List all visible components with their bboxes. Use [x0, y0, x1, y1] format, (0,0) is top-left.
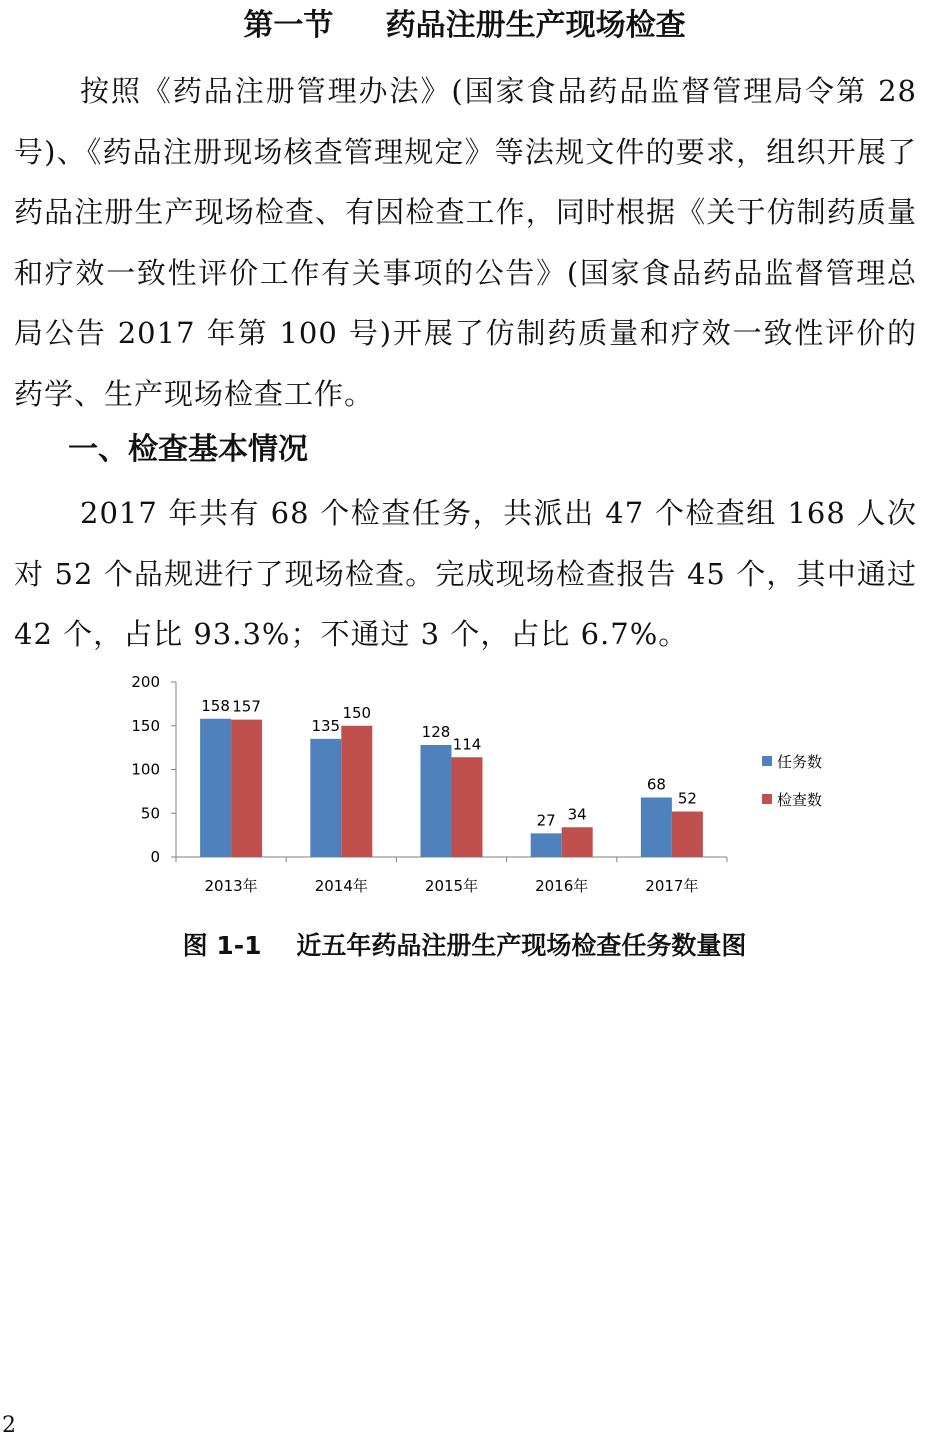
legend-label: 检查数: [777, 791, 823, 809]
x-tick-label: 2017年: [645, 877, 699, 895]
data-label: 34: [567, 805, 587, 824]
data-label: 27: [536, 811, 556, 830]
page-number: 2: [2, 1413, 16, 1438]
x-tick-label: 2014年: [314, 877, 368, 895]
bar-tasks: [641, 798, 672, 858]
bar-tasks: [310, 739, 341, 857]
bar-chart: [120, 668, 860, 908]
data-label: 150: [342, 703, 372, 722]
x-tick-label: 2016年: [535, 877, 589, 895]
figure-caption: 图 1-1 近五年药品注册生产现场检查任务数量图: [182, 931, 747, 960]
data-label: 158: [201, 696, 230, 715]
data-label: 135: [311, 716, 341, 735]
bar-tasks: [531, 833, 562, 857]
data-label: 114: [452, 735, 482, 754]
x-tick-label: 2015年: [424, 877, 479, 895]
bar-inspections: [672, 812, 703, 858]
bar-inspections: [231, 720, 262, 857]
bar-inspections: [562, 827, 593, 857]
bar-chart-svg: [120, 668, 860, 908]
y-tick-label: 200: [131, 673, 160, 691]
summary-paragraph: 2017 年共有 68 个检查任务，共派出 47 个检查组 168 人次对 52 个品规进行了现场检查。完成现场检查报告 45 个，其中通过 42 个，占比 93.3%；不通过 3 个，占比 6.7%。: [14, 496, 917, 651]
legend-label: 任务数: [777, 753, 823, 771]
legend-swatch: [762, 756, 772, 766]
bar-inspections: [452, 757, 483, 857]
bar-inspections: [341, 726, 372, 857]
section-title: 第一节 药品注册生产现场检查: [243, 8, 686, 43]
data-label: 52: [677, 789, 697, 808]
intro-paragraph: 按照《药品注册管理办法》(国家食品药品监督管理局令第 28 号)、《药品注册现场核查管理规定》等法规文件的要求，组织开展了药品注册生产现场检查、有因检查工作，同时根据《关于仿制药质量和疗效一致性评价工作有关事项的公告》(国家食品药品监督管理总局公告 2017 年第 100 号)开展了仿制药质量和疗效一致性评价的药学、生产现场检查工作。: [14, 74, 917, 411]
y-tick-label: 0: [150, 848, 160, 866]
bar-tasks: [421, 745, 452, 857]
y-tick-label: 150: [131, 716, 160, 735]
section-heading: 一、检查基本情况: [68, 432, 308, 467]
bar-tasks: [200, 719, 231, 857]
legend-swatch: [762, 794, 772, 804]
y-tick-label: 100: [131, 760, 160, 779]
y-tick-label: 50: [140, 804, 160, 823]
data-label: 68: [646, 775, 666, 794]
x-tick-label: 2013年: [204, 877, 258, 895]
data-label: 157: [232, 697, 261, 716]
data-label: 128: [421, 723, 451, 741]
